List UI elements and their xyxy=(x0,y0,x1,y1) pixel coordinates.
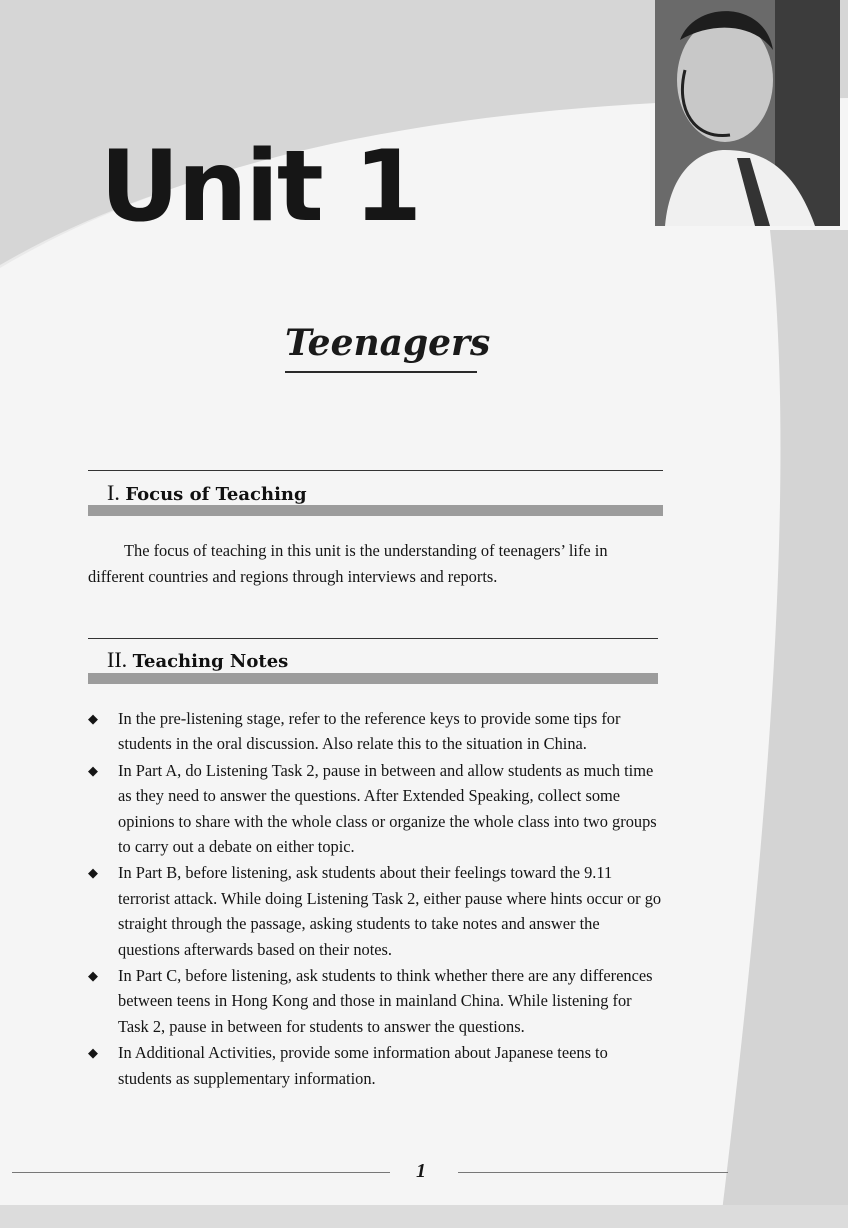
diamond-bullet-icon: ◆ xyxy=(88,711,98,726)
diamond-bullet-icon: ◆ xyxy=(88,1045,98,1061)
section-bar xyxy=(88,505,663,516)
footer-rule-left xyxy=(12,1172,390,1173)
list-item-text: In Part C, before listening, ask students to think whether there are any differences between teens in Hong Kong and those in mainland China. While listening for Task 2, pause in between for students to answer the questions. xyxy=(118,966,653,1036)
list-item-text: In the pre-listening stage, refer to the reference keys to provide some tips for students in the oral discussion. Also relate this to the situation in China. xyxy=(118,709,621,754)
subtitle-underline xyxy=(285,371,477,373)
section-heading-notes xyxy=(107,647,288,673)
diamond-bullet-icon: ◆ xyxy=(88,762,98,778)
list-item-text: In Part B, before listening, ask students about their feelings toward the 9.11 terrorist attack. While doing Listening Task 2, either pause where hints occur or go straight through the passage, asking students to take notes and answer the questions afterwards based on their notes. xyxy=(118,863,662,959)
focus-paragraph: The focus of teaching in this unit is the understanding of teenagers’ life in different countries and regions through interviews and reports. xyxy=(88,541,608,586)
list-item xyxy=(88,963,663,1039)
diamond-bullet-icon: ◆ xyxy=(88,968,98,984)
list-item xyxy=(88,860,663,962)
list-item-text: In Additional Activities, provide some information about Japanese teens to students as supplementary information. xyxy=(118,1043,608,1088)
list-item xyxy=(88,706,663,757)
section-divider xyxy=(88,470,663,471)
footer-rule-right xyxy=(458,1172,728,1173)
list-item-text: In Part A, do Listening Task 2, pause in between and allow students as much time as they need to answer the questions. After Extended Speaking, collect some opinions to share with the whole class or organize the whole class into two groups to carry out a debate on either topic. xyxy=(118,760,657,857)
section-heading-focus xyxy=(107,480,307,506)
section-title: Focus of Teaching xyxy=(125,484,307,505)
page-number: 1 xyxy=(416,1160,426,1182)
list-item xyxy=(88,758,663,860)
section-divider xyxy=(88,638,658,639)
man-with-headset-photo xyxy=(655,0,840,226)
section-numeral: II. xyxy=(107,647,128,672)
list-item xyxy=(88,1040,663,1091)
diamond-bullet-icon: ◆ xyxy=(88,865,98,881)
teaching-notes-list xyxy=(88,706,663,1092)
unit-subtitle: Teenagers xyxy=(285,322,491,364)
section-bar xyxy=(88,673,658,684)
unit-title: Unit 1 xyxy=(100,130,421,244)
section-title: Teaching Notes xyxy=(132,651,289,672)
section-numeral: I. xyxy=(107,480,120,505)
